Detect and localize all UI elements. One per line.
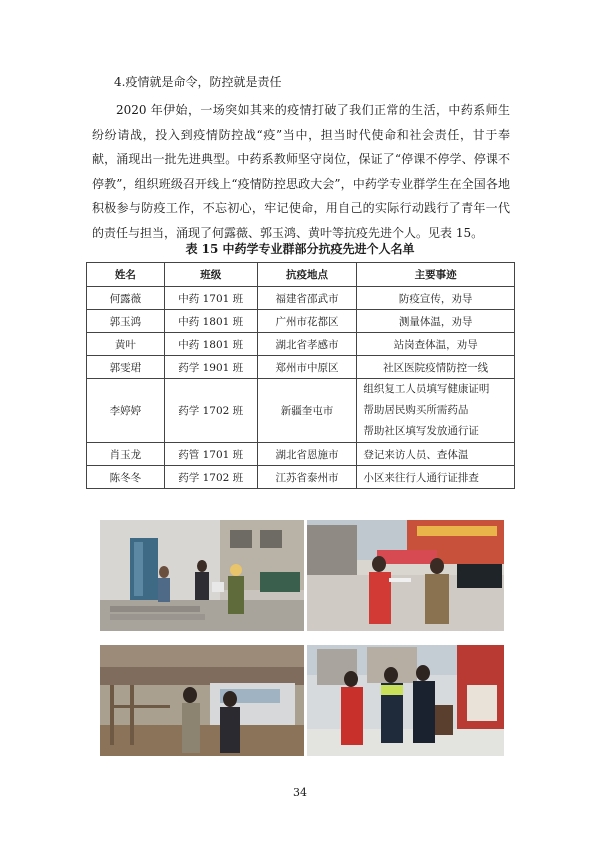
cell-name: 陈冬冬: [87, 466, 165, 489]
photo-community-checkpoint: [307, 645, 504, 756]
cell-name: 郭玉鸿: [87, 310, 165, 333]
photo-street-temperature-check: [307, 520, 504, 631]
table-row: [87, 287, 515, 310]
cell-class: 药学 1702 班: [164, 379, 257, 443]
cell-class: 药学 1702 班: [164, 466, 257, 489]
advanced-individuals-table: [86, 262, 515, 489]
cell-place: 新疆奎屯市: [257, 379, 357, 443]
cell-name: 黄叶: [87, 333, 165, 356]
table-row: [87, 466, 515, 489]
cell-place: 湖北省恩施市: [257, 443, 357, 466]
cell-class: 药学 1901 班: [164, 356, 257, 379]
deed-line: 帮助社区填写发放通行证: [363, 425, 479, 437]
photo-building-entrance: [100, 520, 304, 631]
cell-name: 李婷婷: [87, 379, 165, 443]
cell-class: 中药 1701 班: [164, 287, 257, 310]
cell-class: 中药 1801 班: [164, 310, 257, 333]
header-class: 班级: [164, 263, 257, 287]
cell-place: 湖北省孝感市: [257, 333, 357, 356]
section-heading: 4.疫情就是命令，防控就是责任: [114, 75, 282, 89]
header-name: 姓名: [87, 263, 165, 287]
table-row: [87, 356, 515, 379]
cell-place: 郑州市中原区: [257, 356, 357, 379]
cell-deeds: 社区医院疫情防控一线: [357, 356, 515, 379]
header-deeds: 主要事迹: [357, 263, 515, 287]
table-row: [87, 379, 515, 443]
cell-deeds: 站岗查体温，劝导: [357, 333, 515, 356]
body-paragraph: 2020 年伊始，一场突如其来的疫情打破了我们正常的生活，中药系师生纷纷请战，投入到疫情防控战“疫”当中，担当时代使命和社会责任，甘于奉献，涌现出一批先进典型。中药系教师坚守岗位，保证了“停课不停学、停课不停教”，组织班级召开线上“疫情防控思政大会”，中药学专业群学生在全国各地积极参与防疫工作，不忘初心，牢记使命，用自己的实际行动践行了青年一代的责任与担当，涌现了何露薇、郭玉鸿、黄叶等抗疫先进个人。见表 15。: [92, 103, 510, 240]
cell-place: 江苏省泰州市: [257, 466, 357, 489]
cell-place: 广州市花都区: [257, 310, 357, 333]
table-row: [87, 443, 515, 466]
cell-deeds: 防疫宣传，劝导: [357, 287, 515, 310]
cell-deeds: [357, 379, 515, 443]
photo-outdoor-temperature-check: [100, 645, 304, 756]
cell-name: 何露薇: [87, 287, 165, 310]
table-row: [87, 333, 515, 356]
cell-name: 郭雯珺: [87, 356, 165, 379]
table-row: [87, 310, 515, 333]
deed-line: 帮助居民购买所需药品: [363, 404, 469, 416]
cell-deeds: 小区来往行人通行证排查: [357, 466, 515, 489]
table-caption: 表 15 中药学专业群部分抗疫先进个人名单: [185, 242, 415, 256]
deed-line: 组织复工人员填写健康证明: [363, 383, 490, 395]
cell-deeds: 测量体温，劝导: [357, 310, 515, 333]
cell-class: 药管 1701 班: [164, 443, 257, 466]
page-number: 34: [293, 786, 307, 799]
cell-class: 中药 1801 班: [164, 333, 257, 356]
cell-name: 肖玉龙: [87, 443, 165, 466]
cell-place: 福建省邵武市: [257, 287, 357, 310]
header-place: 抗疫地点: [257, 263, 357, 287]
cell-deeds: 登记来访人员、查体温: [357, 443, 515, 466]
table-header-row: [87, 263, 515, 287]
